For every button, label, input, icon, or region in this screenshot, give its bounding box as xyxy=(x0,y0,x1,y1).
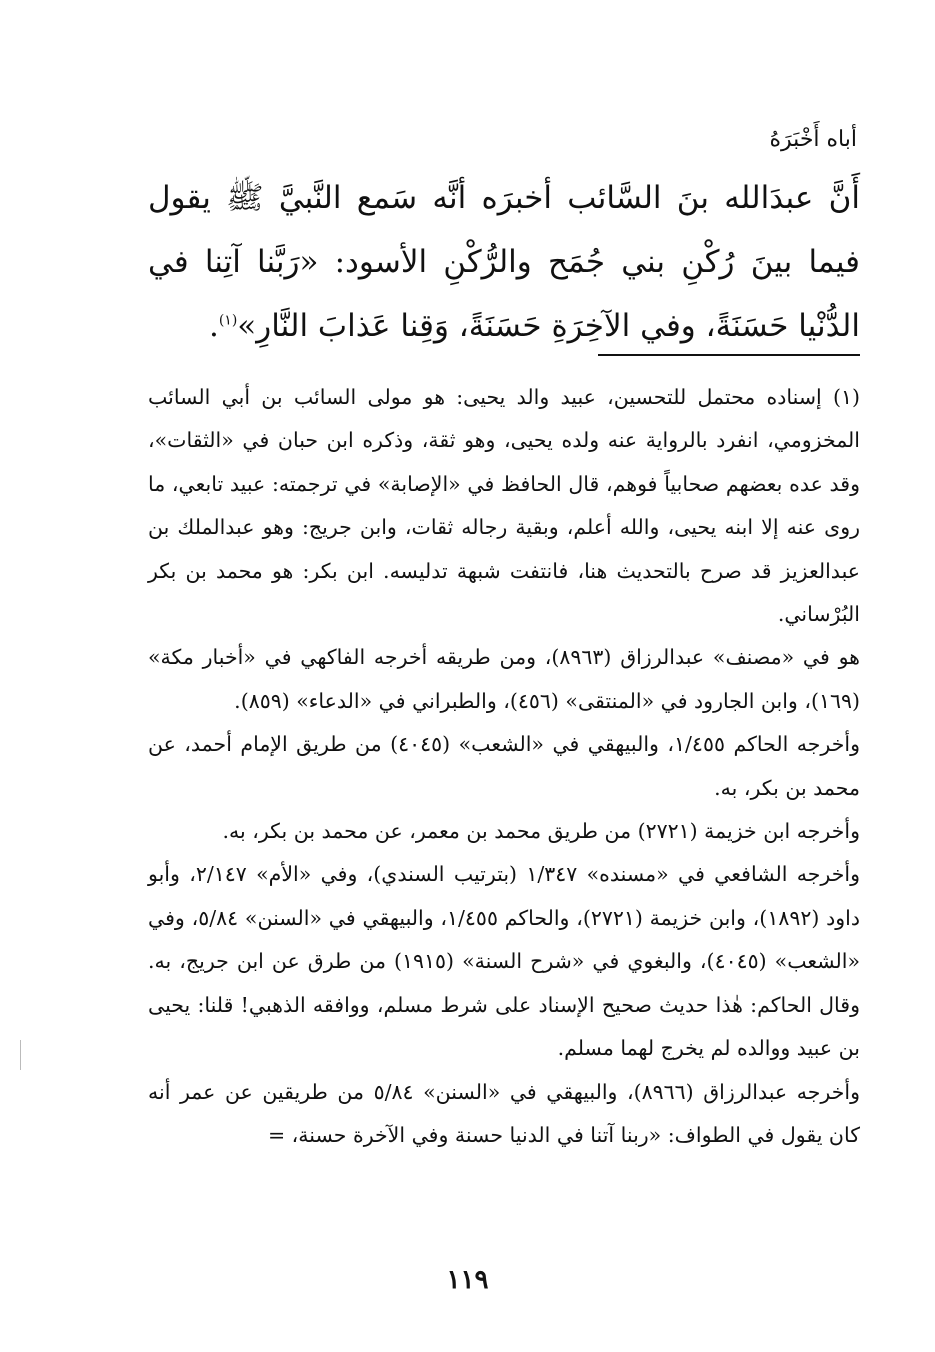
scan-margin-mark xyxy=(20,1040,21,1070)
footnote-paragraph: وأخرجه ابن خزيمة (٢٧٢١) من طريق محمد بن معمر، عن محمد بن بكر، به. xyxy=(222,819,860,844)
main-hadith-text xyxy=(148,166,860,358)
footnote-paragraph: وأخرجه عبدالرزاق (٨٩٦٦)، والبيهقي في «السنن» ٥/٨٤ من طريقين عن عمر أنه كان يقول في الطواف: «ربنا آتنا في الدنيا حسنة وفي الآخرة حسنة، = xyxy=(148,1079,860,1147)
footnote-paragraph: (١) إسناده محتمل للتحسين، عبيد والد يحيى: هو مولى السائب بن أبي السائب المخزومي، انفرد بالرواية عنه ولده يحيى، وهو ثقة، وذكره ابن حبان في «الثقات»، وقد عده بعضهم صحابياً فوهم، قال الحافظ في «الإصابة» في ترجمته: عبيد تابعي، ما روى عنه إلا ابنه يحيى، والله أعلم، وبقية رجاله ثقات، وابن جريج: وهو عبدالملك بن عبدالعزيز قد صرح بالتحديث هنا، فانتفت شبهة تدليسه. ابن بكر: هو محمد بن بكر البُرْساني. xyxy=(148,385,860,627)
hadith-end-punctuation: . xyxy=(208,308,219,344)
footnotes-section xyxy=(148,376,860,1157)
footnote-paragraph: هو في «مصنف» عبدالرزاق (٨٩٦٣)، ومن طريقه أخرجه الفاكهي في «أخبار مكة» (١٦٩)، وابن الجارود في «المنتقى» (٤٥٦)، والطبراني في «الدعاء» (٨٥٩). xyxy=(148,645,860,713)
footnote-paragraph: وأخرجه الشافعي في «مسنده» ١/٣٤٧ (بترتيب السندي)، وفي «الأم» ٢/١٤٧، وأبو داود (١٨٩٢)، وابن خزيمة (٢٧٢١)، والحاكم ١/٤٥٥، والبيهقي في «السنن» ٥/٨٤، وفي «الشعب» (٤٠٤٥)، والبغوي في «شرح السنة» (١٩١٥) من طرق عن ابن جريج، به. وقال الحاكم: هٰذا حديث صحيح الإسناد على شرط مسلم، ووافقه الذهبي! قلنا: يحيى بن عبيد ووالده لم يخرج لهما مسلم. xyxy=(148,862,860,1061)
footnote-separator xyxy=(598,354,860,356)
footnote-paragraph: وأخرجه الحاكم ١/٤٥٥، والبيهقي في «الشعب» (٤٠٤٥) من طريق الإمام أحمد، عن محمد بن بكر، به. xyxy=(148,732,860,800)
hadith-text: أَنَّ عبدَالله بنَ السَّائب أخبرَه أنَّه سَمع النَّبيَّ ﷺ يقول فيما بينَ رُكْنِ بني جُمَح والرُّكْنِ الأسود: «رَبَّنا آتِنا في الدُّنْيا حَسَنَةً، وفي الآخِرَةِ حَسَنَةً، وَقِنا عَذابَ النَّارِ» xyxy=(148,180,860,344)
page-number: ١١٩ xyxy=(446,1265,489,1295)
footnote-reference: (١) xyxy=(218,312,238,329)
header-continuation-text: أباه أَخْبَرَهُ xyxy=(769,127,857,152)
hadith-paragraph xyxy=(148,166,860,358)
